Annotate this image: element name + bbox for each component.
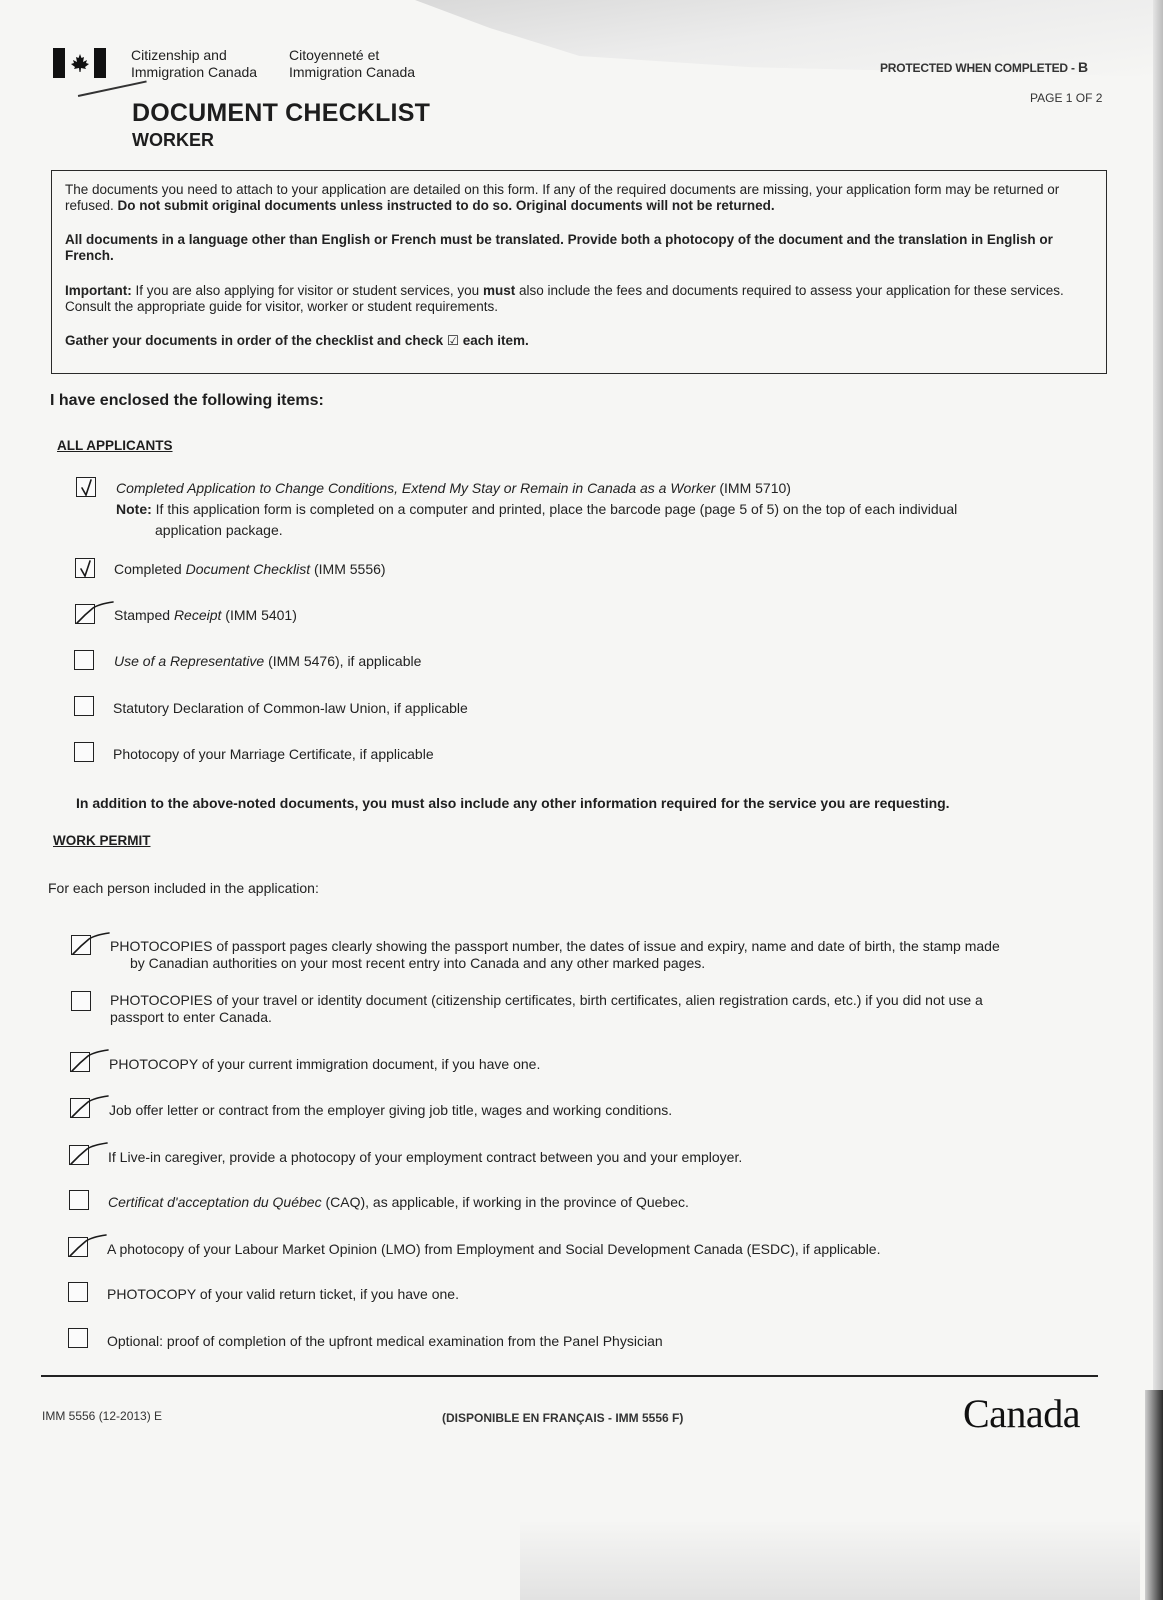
checklist-item-wp-1: PHOTOCOPIES of passport pages clearly showing the passport number, the dates of issue and expiry, name and date of birth, the stamp made [110, 938, 1000, 954]
check-mark-icon [66, 1231, 106, 1263]
check-mark-icon [73, 552, 113, 584]
checkbox-aa-6[interactable] [74, 742, 94, 762]
check-mark-icon [68, 1092, 108, 1124]
check-mark-icon [68, 1046, 108, 1078]
checkbox-wp-5[interactable] [69, 1145, 89, 1165]
section-all-applicants: ALL APPLICANTS [57, 438, 173, 453]
scan-shadow [520, 1520, 1140, 1600]
checklist-item-wp-7: A photocopy of your Labour Market Opinion (LMO) from Employment and Social Development Canada (ESDC), if applicable. [107, 1241, 881, 1257]
department-name-en: Citizenship and Immigration Canada [131, 47, 258, 80]
checkbox-wp-3[interactable] [70, 1052, 90, 1072]
section-work-permit: WORK PERMIT [53, 833, 151, 848]
checklist-item-wp-3: PHOTOCOPY of your current immigration document, if you have one. [109, 1056, 541, 1072]
protected-label: PROTECTED WHEN COMPLETED - B [880, 59, 1088, 75]
checklist-item-aa-4: Use of a Representative (IMM 5476), if applicable [114, 653, 422, 669]
checklist-item-wp-2-cont: passport to enter Canada. [110, 1009, 272, 1025]
instructions-paragraph-1: The documents you need to attach to your application are detailed on this form. If any of the required documents are missing, your application form may be returned or refused. Do not submit original documents unless instructed to do so. Original documents will not be returned. [65, 182, 1060, 213]
instructions-paragraph-3: Important: If you are also applying for visitor or student services, you must also include the fees and documents required to assess your application for these services. Consult the appropriate guide for visitor, worker or student requirements. [65, 283, 1064, 314]
maple-leaf-icon [70, 53, 90, 73]
checklist-item-wp-5: If Live-in caregiver, provide a photocopy of your employment contract between you and your employer. [108, 1149, 743, 1165]
checklist-note-aa-1-cont: application package. [155, 522, 283, 538]
pen-mark [78, 80, 147, 96]
scan-edge [1153, 0, 1163, 1600]
instructions-paragraph-2: All documents in a language other than English or French must be translated. Provide both a photocopy of the document and the translation in English or French. [65, 232, 1053, 263]
checklist-item-aa-5: Statutory Declaration of Common-law Union, if applicable [113, 700, 468, 716]
checkbox-aa-4[interactable] [74, 650, 94, 670]
checklist-note-aa-1: Note: If this application form is completed on a computer and printed, place the barcode page (page 5 of 5) on the top of each individual [116, 501, 958, 517]
check-mark-icon [69, 929, 109, 961]
check-mark-icon [73, 598, 113, 630]
checkbox-wp-9[interactable] [68, 1328, 88, 1348]
checklist-item-wp-2: PHOTOCOPIES of your travel or identity document (citizenship certificates, birth certificates, alien registration cards, etc.) if you did not use a [110, 992, 983, 1008]
checklist-item-aa-1: Completed Application to Change Conditions, Extend My Stay or Remain in Canada as a Worker (IMM 5710) [116, 480, 791, 496]
work-permit-intro: For each person included in the application: [48, 880, 319, 896]
checkbox-wp-2[interactable] [71, 991, 91, 1011]
checkbox-aa-1[interactable] [76, 477, 96, 497]
checklist-item-wp-8: PHOTOCOPY of your valid return ticket, if you have one. [107, 1286, 459, 1302]
checklist-item-aa-6: Photocopy of your Marriage Certificate, if applicable [113, 746, 434, 762]
department-name-fr: Citoyenneté et Immigration Canada [289, 47, 416, 80]
checkbox-symbol-icon: ☑ [446, 333, 459, 348]
check-mark-icon [74, 471, 114, 503]
checkbox-wp-6[interactable] [69, 1190, 89, 1210]
check-mark-icon [67, 1139, 107, 1171]
checklist-item-wp-6: Certificat d'acceptation du Québec (CAQ), as applicable, if working in the province of Quebec. [108, 1194, 689, 1210]
checkbox-wp-4[interactable] [70, 1098, 90, 1118]
additional-info-notice: In addition to the above-noted documents, you must also include any other information required for the service you are requesting. [76, 795, 950, 811]
checklist-item-aa-2: Completed Document Checklist (IMM 5556) [114, 561, 386, 577]
page-subtitle: WORKER [132, 130, 214, 150]
page-number: PAGE 1 OF 2 [1030, 91, 1103, 105]
checkbox-aa-5[interactable] [74, 696, 94, 716]
instructions-paragraph-4: Gather your documents in order of the checklist and check ☑ each item. [65, 333, 529, 348]
canada-wordmark-logo: Canada [963, 1391, 1080, 1436]
checklist-item-wp-1-cont: by Canadian authorities on your most recent entry into Canada and any other marked pages. [130, 955, 706, 971]
page-title: DOCUMENT CHECKLIST [132, 99, 431, 127]
enclosed-heading: I have enclosed the following items: [50, 392, 324, 409]
form-identifier: IMM 5556 (12-2013) E [42, 1409, 163, 1423]
instructions-box [51, 170, 1107, 374]
checkbox-wp-8[interactable] [68, 1282, 88, 1302]
scan-edge-dark [1145, 1390, 1163, 1600]
checkbox-aa-2[interactable] [75, 558, 95, 578]
canada-flag-icon [53, 48, 106, 78]
footer-rule [41, 1375, 1098, 1377]
french-availability-note: (DISPONIBLE EN FRANÇAIS - IMM 5556 F) [442, 1411, 684, 1425]
checkbox-wp-7[interactable] [68, 1237, 88, 1257]
checkbox-wp-1[interactable] [71, 935, 91, 955]
checklist-item-aa-3: Stamped Receipt (IMM 5401) [114, 607, 297, 623]
checklist-item-wp-9: Optional: proof of completion of the upfront medical examination from the Panel Physician [107, 1333, 663, 1349]
checklist-item-wp-4: Job offer letter or contract from the employer giving job title, wages and working conditions. [109, 1102, 673, 1118]
checkbox-aa-3[interactable] [75, 604, 95, 624]
